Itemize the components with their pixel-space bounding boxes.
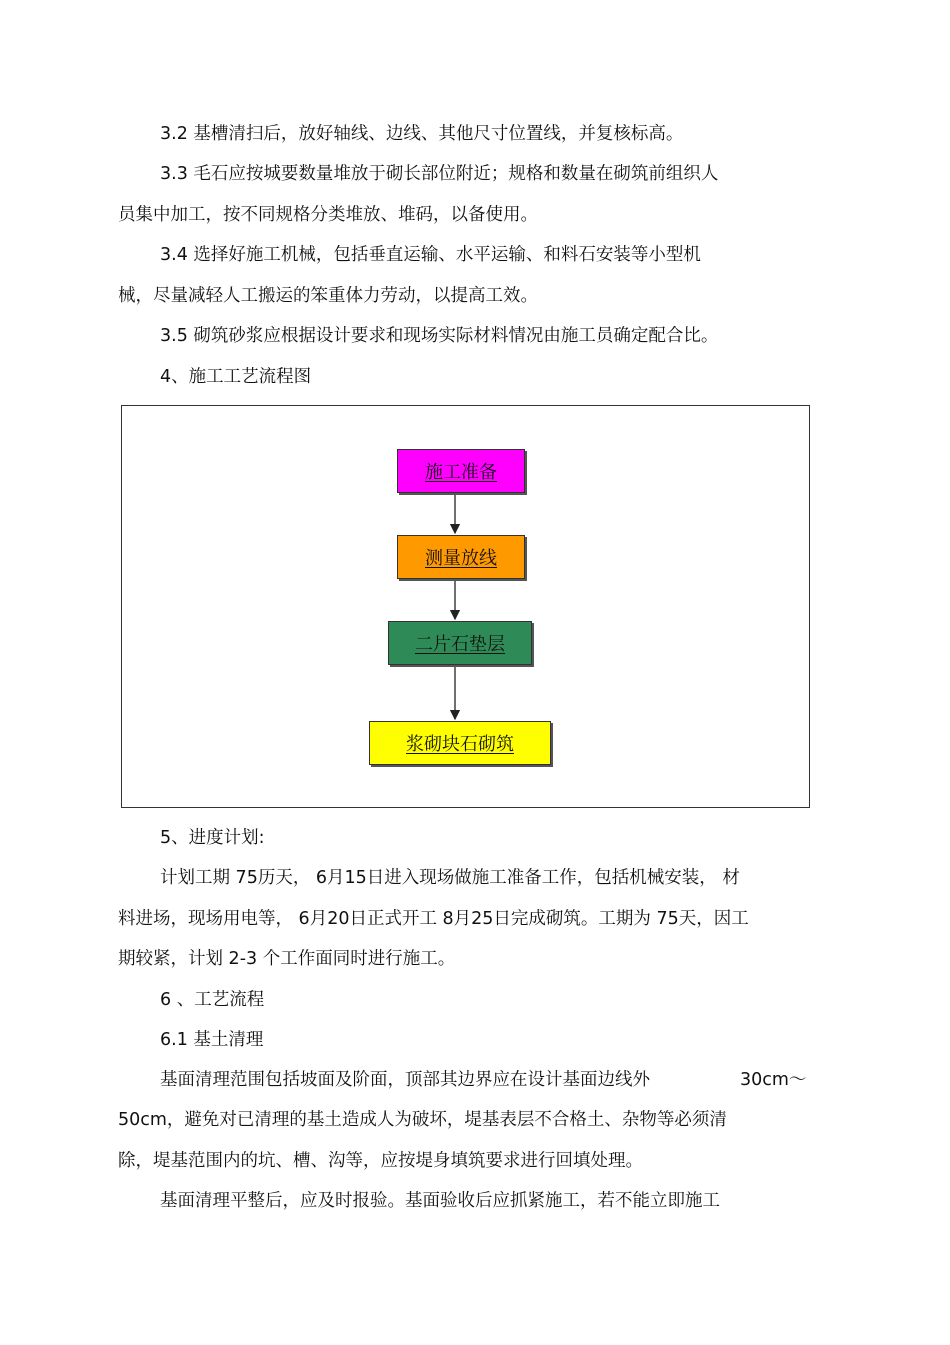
heading-6-1: 6.1 基土清理 xyxy=(160,1030,264,1050)
heading-6: 6 、工艺流程 xyxy=(160,990,265,1010)
para-6-1-cont-1: 50cm，避免对已清理的基土造成人为破坏，堤基表层不合格土、杂物等必须清 xyxy=(118,1110,727,1130)
para-6-1: 基面清理范围包括坡面及阶面，顶部其边界应在设计基面边线外 xyxy=(160,1070,650,1090)
para-3-4: 3.4 选择好施工机械，包括垂直运输、水平运输、和料石安装等小型机 xyxy=(160,245,701,265)
para-3-4-cont: 械，尽量减轻人工搬运的笨重体力劳动，以提高工效。 xyxy=(118,286,538,306)
heading-4: 4、施工工艺流程图 xyxy=(160,367,312,387)
para-3-5: 3.5 砌筑砂浆应根据设计要求和现场实际材料情况由施工员确定配合比。 xyxy=(160,326,719,346)
para-3-3: 3.3 毛石应按城要数量堆放于砌长部位附近；规格和数量在砌筑前组织人 xyxy=(160,164,719,184)
flow-step-label: 测量放线 xyxy=(425,548,497,569)
para-3-2: 3.2 基槽清扫后，放好轴线、边线、其他尺寸位置线，并复核标高。 xyxy=(160,124,684,144)
para-schedule: 计划工期 75历天， 6月15日进入现场做施工准备工作，包括机械安装， 材 xyxy=(160,868,740,888)
para-3-3-cont: 员集中加工，按不同规格分类堆放、堆码，以备使用。 xyxy=(118,205,538,225)
flow-step-construction-prep xyxy=(397,449,525,493)
para-schedule-cont-1: 料进场，现场用电等， 6月20日正式开工 8月25日完成砌筑。工期为 75天，因工 xyxy=(118,909,749,929)
para-6-1-next: 基面清理平整后，应及时报验。基面验收后应抓紧施工，若不能立即施工 xyxy=(160,1191,720,1211)
para-6-1-cont-2: 除，堤基范围内的坑、槽、沟等，应按堤身填筑要求进行回填处理。 xyxy=(118,1151,643,1171)
flow-step-label: 施工准备 xyxy=(425,462,497,483)
flow-step-survey-layout xyxy=(397,535,525,579)
flow-step-label: 二片石垫层 xyxy=(415,634,505,655)
flow-step-rubble-cushion xyxy=(388,621,532,665)
para-6-1-range: 30cm～ xyxy=(740,1070,807,1090)
heading-5: 5、进度计划: xyxy=(160,828,265,848)
para-schedule-cont-2: 期较紧，计划 2-3 个工作面同时进行施工。 xyxy=(118,949,456,969)
flow-step-mortar-masonry xyxy=(369,721,551,765)
flow-step-label: 浆砌块石砌筑 xyxy=(406,734,514,755)
